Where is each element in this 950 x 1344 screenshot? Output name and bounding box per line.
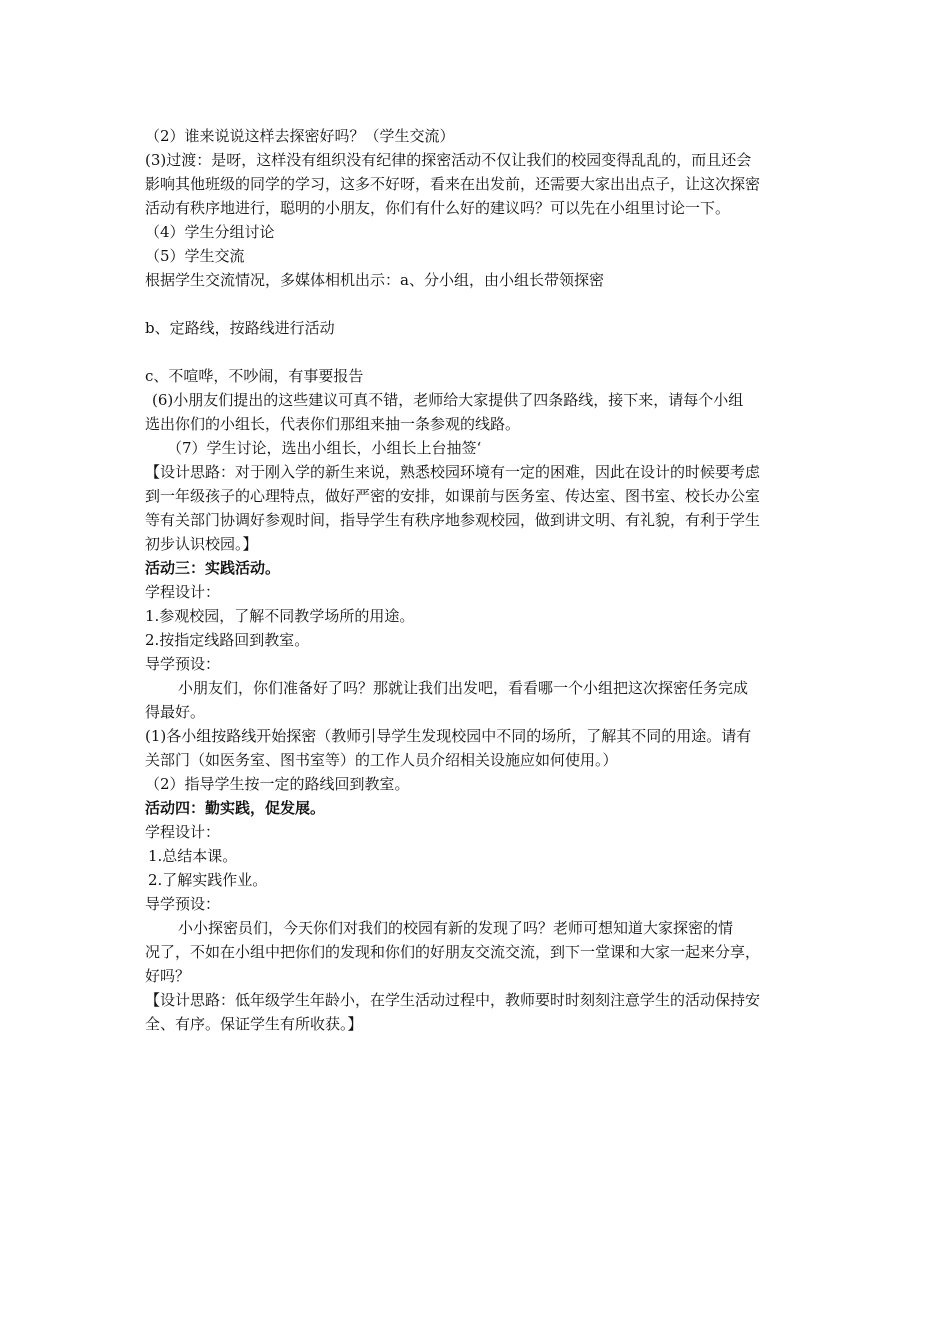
paragraph-line: 得最好。 bbox=[145, 703, 206, 721]
paragraph-line: 到一年级孩子的心理特点，做好严密的安排，如课前与医务室、传达室、图书室、校长办公室 bbox=[145, 487, 761, 505]
paragraph-line: 2.按指定线路回到教室。 bbox=[145, 631, 310, 649]
paragraph-line: 选出你们的小组长，代表你们那组来抽一条参观的线路。 bbox=[145, 415, 521, 433]
paragraph-line: （2）谁来说说这样去探密好吗？（学生交流） bbox=[145, 127, 455, 145]
paragraph-line: 【设计思路：对于刚入学的新生来说，熟悉校园环境有一定的困难，因此在设计的时候要考虑 bbox=[145, 463, 761, 481]
paragraph-line: 导学预设： bbox=[145, 655, 221, 673]
paragraph-line: 2.了解实践作业。 bbox=[148, 871, 268, 889]
paragraph-line: 小朋友们，你们准备好了吗？那就让我们出发吧，看看哪一个小组把这次探密任务完成 bbox=[178, 679, 749, 697]
paragraph-line: 1.总结本课。 bbox=[148, 847, 238, 865]
paragraph-line: 【设计思路：低年级学生年龄小，在学生活动过程中，教师要时时刻刻注意学生的活动保持安 bbox=[145, 991, 761, 1009]
paragraph-line: c、不喧哗，不吵闹，有事要报告 bbox=[145, 367, 364, 385]
paragraph-line: （7）学生讨论，选出小组长，小组长上台抽签‘ bbox=[167, 439, 482, 457]
paragraph-line: b、定路线，按路线进行活动 bbox=[145, 319, 335, 337]
paragraph-line: (1)各小组按路线开始探密（教师引导学生发现校园中不同的场所，了解其不同的用途。请有 bbox=[145, 727, 752, 745]
paragraph-line: 好吗？ bbox=[145, 967, 191, 985]
paragraph-line: （4）学生分组讨论 bbox=[145, 223, 275, 241]
paragraph-line: 初步认识校园。】 bbox=[145, 535, 258, 553]
paragraph-line: 影响其他班级的同学的学习，这多不好呀，看来在出发前，还需要大家出出点子，让这次探密 bbox=[145, 175, 761, 193]
paragraph-line: 学程设计： bbox=[145, 583, 221, 601]
paragraph-line: 1.参观校园，了解不同教学场所的用途。 bbox=[145, 607, 415, 625]
blank-line bbox=[145, 292, 815, 316]
paragraph-line: 关部门（如医务室、图书室等）的工作人员介绍相关设施应如何使用。） bbox=[145, 751, 618, 769]
section-heading: 活动四：勤实践，促发展。 bbox=[145, 799, 326, 817]
paragraph-line: 导学预设： bbox=[145, 895, 221, 913]
paragraph-line: （2）指导学生按一定的路线回到教室。 bbox=[145, 775, 410, 793]
paragraph-line: (3)过渡：是呀，这样没有组织没有纪律的探密活动不仅让我们的校园变得乱乱的，而且还会 bbox=[145, 151, 752, 169]
paragraph-line: 全、有序。保证学生有所收获。】 bbox=[145, 1015, 363, 1033]
document-body bbox=[145, 124, 815, 1036]
blank-line bbox=[145, 340, 815, 364]
paragraph-line: 活动有秩序地进行，聪明的小朋友，你们有什么好的建议吗？可以先在小组里讨论一下。 bbox=[145, 199, 731, 217]
paragraph-line: 况了，不如在小组中把你们的发现和你们的好朋友交流交流，到下一堂课和大家一起来分享， bbox=[145, 943, 761, 961]
paragraph-line: (6)小朋友们提出的这些建议可真不错，老师给大家提供了四条路线，接下来，请每个小组 bbox=[152, 391, 744, 409]
paragraph-line: （5）学生交流 bbox=[145, 247, 245, 265]
paragraph-line: 小小探密员们，今天你们对我们的校园有新的发现了吗？老师可想知道大家探密的情 bbox=[178, 919, 734, 937]
paragraph-line: 学程设计： bbox=[145, 823, 221, 841]
paragraph-line: 等有关部门协调好参观时间，指导学生有秩序地参观校园，做到讲文明、有礼貌，有利于学生 bbox=[145, 511, 761, 529]
section-heading: 活动三：实践活动。 bbox=[145, 559, 281, 577]
paragraph-line: 根据学生交流情况，多媒体相机出示：a、分小组，由小组长带领探密 bbox=[145, 271, 604, 289]
